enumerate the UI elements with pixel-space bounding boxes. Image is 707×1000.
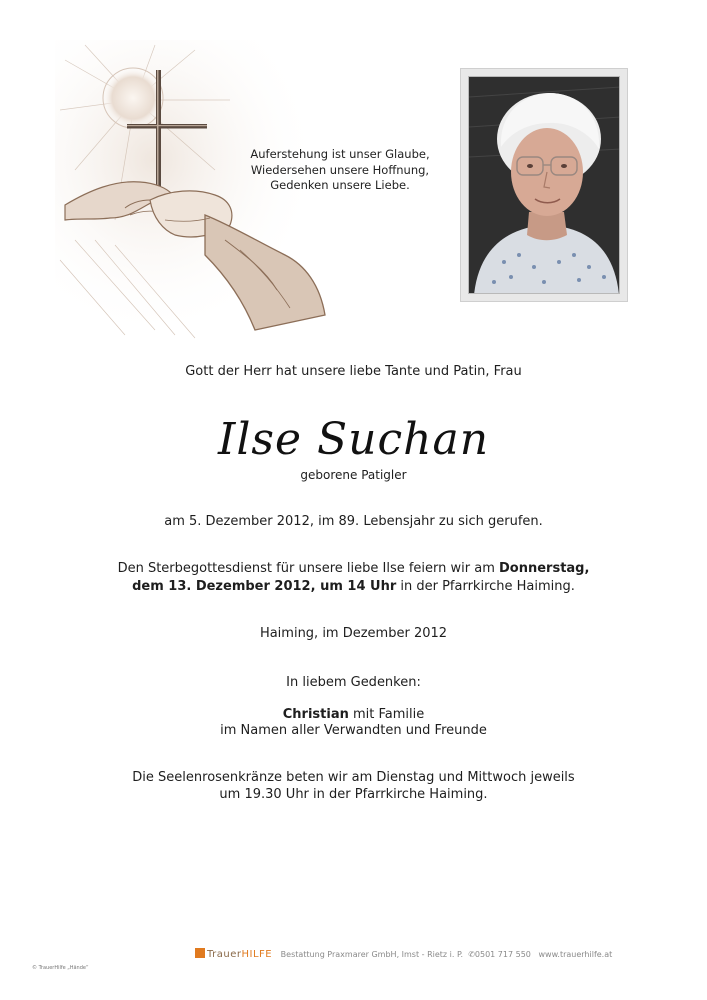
relatives-line: im Namen aller Verwandten und Freunde <box>220 723 487 738</box>
brand-part-2: HILFE <box>241 949 273 960</box>
place-date: Haiming, im Dezember 2012 <box>259 626 448 641</box>
phone-number: 0501 717 550 <box>474 950 531 959</box>
mourner-name: Christian <box>282 707 349 722</box>
intro-text: Gott der Herr hat unsere liebe Tante und Patin, Frau <box>185 364 522 379</box>
company-name: Bestattung Praxmarer GmbH, Imst - Rietz i. P. <box>280 950 464 959</box>
rosary-line-2: um 19.30 Uhr in der Pfarrkirche Haiming. <box>219 787 488 802</box>
funeral-datetime: dem 13. Dezember 2012, um 14 Uhr <box>132 579 397 594</box>
death-notice: am 5. Dezember 2012, im 89. Lebensjahr zu sich gerufen. <box>164 514 543 529</box>
portrait-photo <box>468 76 620 294</box>
mourner-family: mit Familie <box>348 707 425 722</box>
phone-icon: ✆ <box>468 950 475 959</box>
verse-line-3: Gedenken unsere Liebe. <box>270 178 410 192</box>
brand-part-1: Trauer <box>207 949 242 960</box>
funeral-location: in der Pfarrkirche Haiming. <box>396 579 575 594</box>
portrait-image <box>469 77 620 294</box>
trauerhilfe-logo-icon <box>195 948 205 958</box>
rosary-line-1: Die Seelenrosenkränze beten wir am Dienstag und Mittwoch jeweils <box>132 770 575 785</box>
remembrance-heading: In liebem Gedenken: <box>286 675 421 690</box>
funeral-day: Donnerstag, <box>499 561 590 576</box>
copyright: © TrauerHilfe „Hände“ <box>32 965 89 971</box>
verse <box>250 147 430 194</box>
funeral-line-2 <box>0 578 707 596</box>
birth-name: geborene Patigler <box>300 468 407 482</box>
portrait-frame <box>460 68 628 302</box>
funeral-text: Den Sterbegottesdienst für unsere liebe Ilse feiern wir am <box>117 561 499 576</box>
funeral-line-1 <box>0 560 707 578</box>
website-link[interactable]: www.trauerhilfe.at <box>538 950 613 959</box>
verse-line-2: Wiedersehen unsere Hoffnung, <box>250 162 430 177</box>
deceased-name: Ilse Suchan <box>217 414 490 465</box>
verse-line-1: Auferstehung ist unser Glaube, <box>250 147 430 161</box>
footer <box>195 948 612 962</box>
